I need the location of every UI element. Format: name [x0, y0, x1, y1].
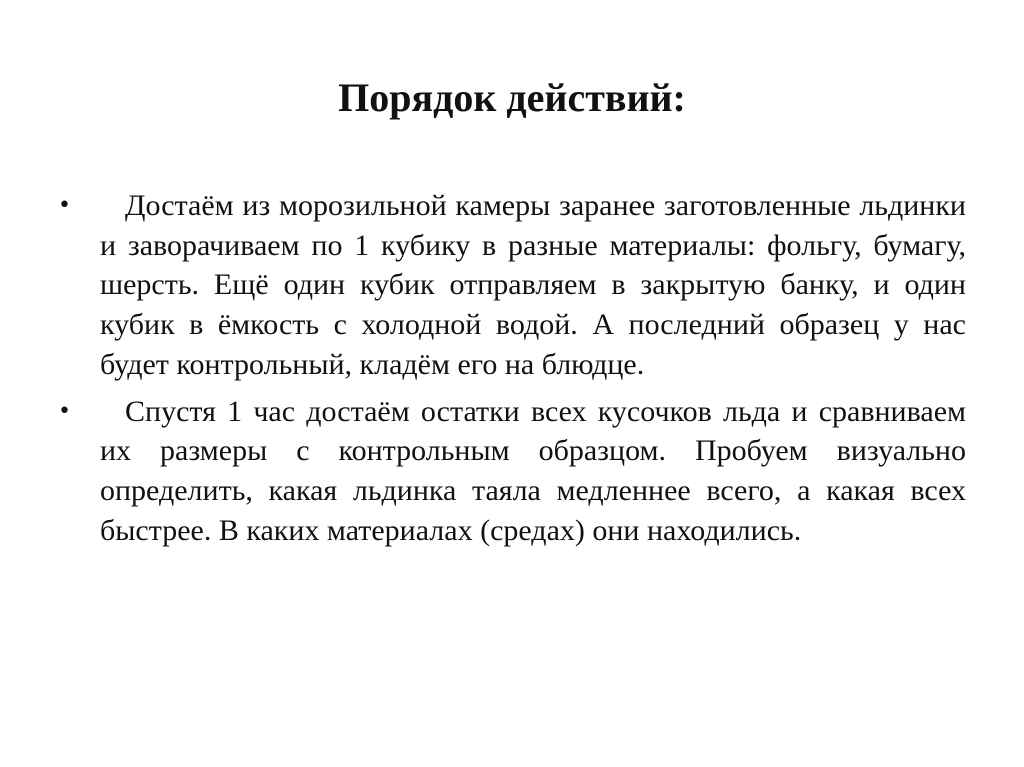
bullet-item-2 — [58, 392, 966, 551]
bullet-text-2: Спустя 1 час достаём остатки всех кусочков льда и сравниваем их размеры с контрольным образцом. Пробуем визуально определить, какая льдинка таяла медленнее всего, а какая всех быстрее. В каких материалах (средах) они находились. — [100, 394, 966, 547]
bullet-dot-icon: • — [58, 193, 71, 218]
bullet-item-1 — [58, 186, 966, 385]
bullet-text-1: Достаём из морозильной камеры заранее заготовленные льдинки и заворачиваем по 1 кубику в разные материалы: фольгу, бумагу, шерсть. Ещё один кубик отправляем в закрытую банку, и один кубик в ёмкость с холодной водой. А последний образец у нас будет контрольный, кладём его на блюдце. — [100, 189, 966, 381]
bullet-dot-icon: • — [58, 398, 71, 424]
bullet-list — [58, 186, 966, 557]
slide-title: Порядок действий: — [338, 75, 686, 120]
